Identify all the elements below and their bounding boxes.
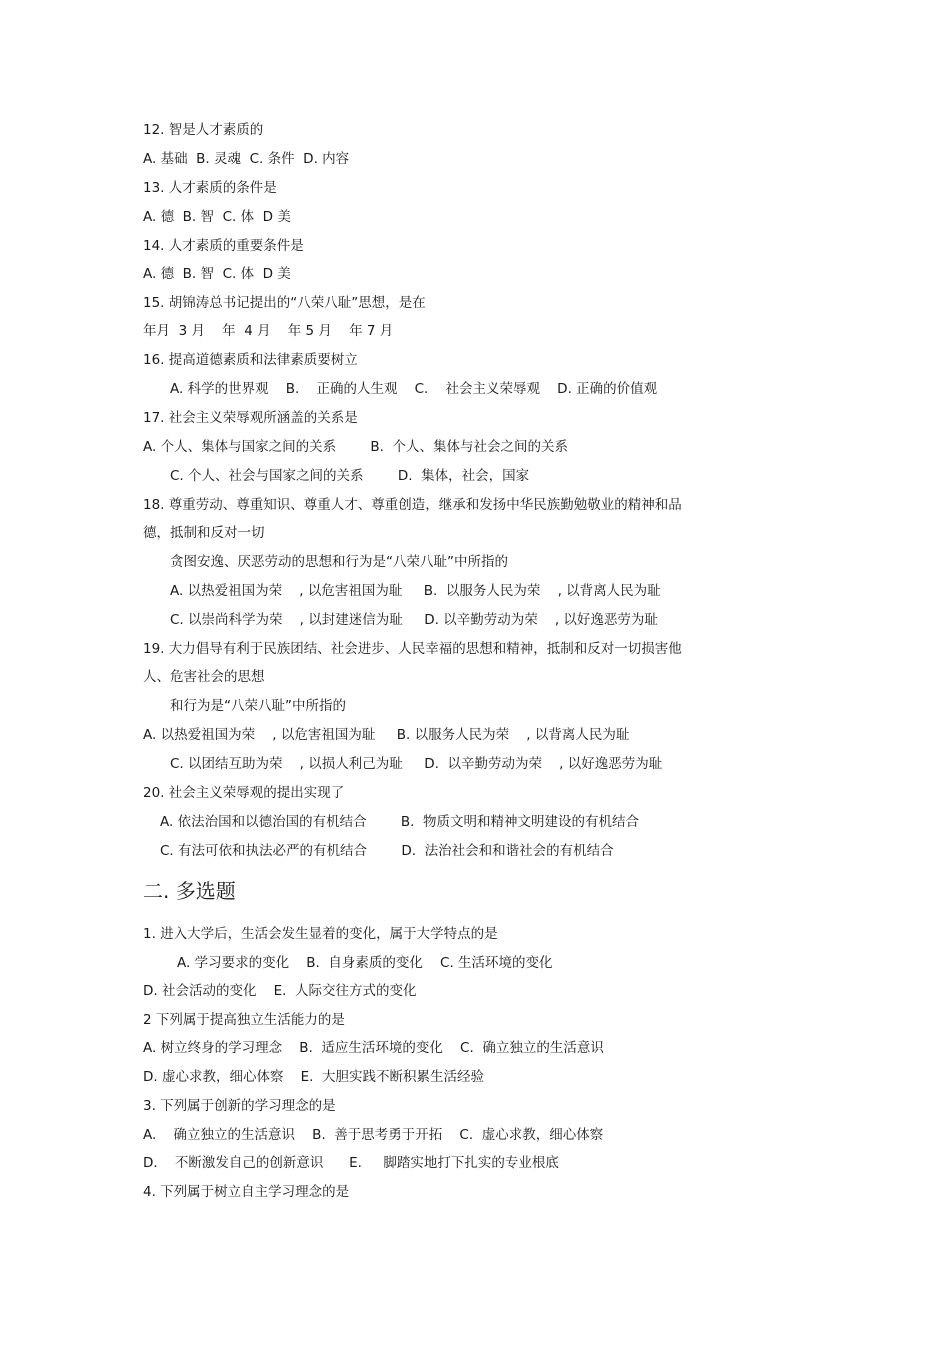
multi-question-3-options-abc: A. 确立独立的生活意识 B. 善于思考勇于开拓 C. 虚心求教，细心体察 xyxy=(143,1127,604,1143)
multi-question-2-options-abc: A. 树立终身的学习理念 B. 适应生活环境的变化 C. 确立独立的生活意识 xyxy=(143,1040,604,1056)
question-20-options-cd: C. 有法可依和执法必严的有机结合 D. 法治社会和和谐社会的有机结合 xyxy=(160,843,614,859)
question-18-options-cd: C. 以崇尚科学为荣 , 以封建迷信为耻 D. 以辛勤劳动为荣 , 以好逸恶劳为耻 xyxy=(170,612,658,628)
question-20: 20. 社会主义荣辱观的提出实现了 xyxy=(143,785,345,801)
multi-question-1-options-abc: A. 学习要求的变化 B. 自身素质的变化 C. 生活环境的变化 xyxy=(177,955,553,971)
question-18-cont-2: 贪图安逸、厌恶劳动的思想和行为是“八荣八耻”中所指的 xyxy=(170,554,508,570)
multi-question-3: 3. 下列属于创新的学习理念的是 xyxy=(143,1098,336,1114)
question-19-options-ab: A. 以热爱祖国为荣 , 以危害祖国为耻 B. 以服务人民为荣 , 以背离人民为耻 xyxy=(143,727,630,743)
question-15: 15. 胡锦涛总书记提出的“八荣八耻”思想，是在 xyxy=(143,295,426,311)
multi-question-1: 1. 进入大学后，生活会发生显着的变化，属于大学特点的是 xyxy=(143,926,498,942)
multi-question-4: 4. 下列属于树立自主学习理念的是 xyxy=(143,1184,350,1200)
multi-question-2-options-de: D. 虚心求教，细心体察 E. 大胆实践不断积累生活经验 xyxy=(143,1069,485,1085)
question-19: 19. 大力倡导有利于民族团结、社会进步、人民幸福的思想和精神，抵制和反对一切损害他 xyxy=(143,641,682,657)
question-18-options-ab: A. 以热爱祖国为荣 , 以危害祖国为耻 B. 以服务人民为荣 , 以背离人民为耻 xyxy=(170,583,661,599)
question-19-cont-2: 和行为是“八荣八耻”中所指的 xyxy=(170,698,346,714)
section-heading: 二. 多选题 xyxy=(143,879,236,903)
question-14-options: A. 德 B. 智 C. 体 D 美 xyxy=(143,266,291,282)
question-16-options: A. 科学的世界观 B. 正确的人生观 C. 社会主义荣辱观 D. 正确的价值观 xyxy=(170,381,658,397)
question-13: 13. 人才素质的条件是 xyxy=(143,180,277,196)
question-12: 12. 智是人才素质的 xyxy=(143,122,264,138)
question-19-cont: 人、危害社会的思想 xyxy=(143,669,265,685)
question-14: 14. 人才素质的重要条件是 xyxy=(143,238,304,254)
multi-question-1-options-de: D. 社会活动的变化 E. 人际交往方式的变化 xyxy=(143,983,417,999)
question-20-options-ab: A. 依法治国和以德治国的有机结合 B. 物质文明和精神文明建设的有机结合 xyxy=(160,814,640,830)
question-16: 16. 提高道德素质和法律素质要树立 xyxy=(143,352,358,368)
question-18: 18. 尊重劳动、尊重知识、尊重人才、尊重创造，继承和发扬中华民族勤勉敬业的精神和品 xyxy=(143,497,682,513)
question-19-options-cd: C. 以团结互助为荣 , 以损人利己为耻 D. 以辛勤劳动为荣 , 以好逸恶劳为耻 xyxy=(170,756,663,772)
multi-question-2: 2 下列属于提高独立生活能力的是 xyxy=(143,1012,345,1028)
question-18-cont: 德，抵制和反对一切 xyxy=(143,525,265,541)
question-17: 17. 社会主义荣辱观所涵盖的关系是 xyxy=(143,410,358,426)
question-13-options: A. 德 B. 智 C. 体 D 美 xyxy=(143,209,291,225)
multi-question-3-options-de: D. 不断激发自己的创新意识 E. 脚踏实地打下扎实的专业根底 xyxy=(143,1155,559,1171)
question-15-options: 年月 3 月 年 4 月 年 5 月 年 7 月 xyxy=(143,323,394,339)
question-12-options: A. 基础 B. 灵魂 C. 条件 D. 内容 xyxy=(143,151,350,167)
question-17-options-cd: C. 个人、社会与国家之间的关系 D. 集体，社会，国家 xyxy=(170,468,530,484)
question-17-options-ab: A. 个人、集体与国家之间的关系 B. 个人、集体与社会之间的关系 xyxy=(143,439,569,455)
